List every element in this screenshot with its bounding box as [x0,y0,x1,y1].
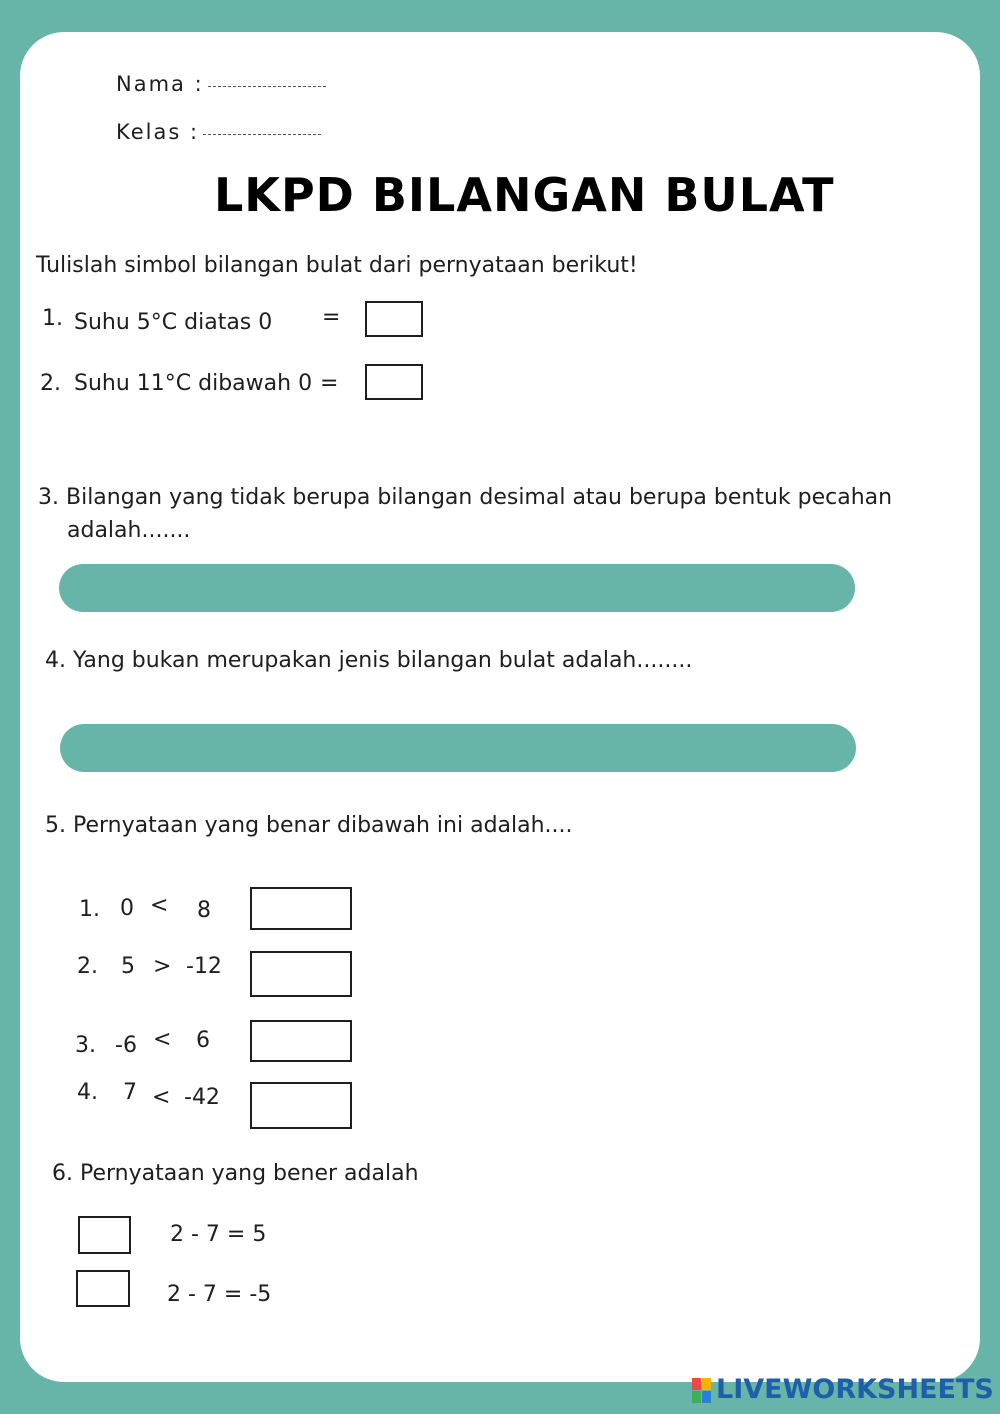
q1-answer-box[interactable] [365,301,423,337]
q2-equals: = [320,371,339,396]
q1-text: Suhu 5°C diatas 0 [74,310,273,335]
q5-item-right: 6 [196,1028,210,1053]
q5-item-number: 2. [77,954,98,979]
q1-number: 1. [42,306,63,331]
q1-equals: = [322,305,341,330]
q4-text: 4. Yang bukan merupakan jenis bilangan bulat adalah........ [45,648,693,673]
page-title: LKPD BILANGAN BULAT [214,168,835,222]
q5-item-left: -6 [115,1033,137,1058]
q5-item-op: > [153,954,172,979]
nama-line[interactable] [208,84,326,87]
q5-item-left: 5 [121,954,135,979]
q5-item-number: 4. [77,1080,98,1105]
q5-item-op: < [152,1085,171,1110]
q4-answer-field[interactable] [60,724,856,772]
q2-answer-box[interactable] [365,364,423,400]
q5-answer-box-4[interactable] [250,1082,352,1129]
liveworksheets-logo-icon [692,1378,712,1404]
q5-text: 5. Pernyataan yang benar dibawah ini adalah.... [45,813,573,838]
q6-checkbox-2[interactable] [76,1270,130,1307]
q5-item-number: 3. [75,1033,96,1058]
q5-item-op: < [150,893,169,918]
kelas-field[interactable] [116,120,321,144]
q5-item-right: -42 [184,1085,220,1110]
q5-item-right: 8 [197,898,211,923]
q5-item-number: 1. [79,897,100,922]
q5-answer-box-2[interactable] [250,951,352,997]
q2-text: Suhu 11°C dibawah 0 [74,371,313,396]
q2-number: 2. [40,371,61,396]
q5-item-right: -12 [186,954,222,979]
q5-item-left: 0 [120,896,134,921]
q6-checkbox-1[interactable] [78,1216,131,1254]
liveworksheets-brand[interactable]: LIVEWORKSHEETS [716,1374,994,1405]
kelas-label: Kelas : [116,120,200,144]
q5-answer-box-3[interactable] [250,1020,352,1062]
q6-option-2: 2 - 7 = -5 [167,1282,272,1307]
q5-answer-box-1[interactable] [250,887,352,930]
nama-field[interactable] [116,72,326,96]
nama-label: Nama : [116,72,204,96]
q3-text-line1: 3. Bilangan yang tidak berupa bilangan desimal atau berupa bentuk pecahan [38,485,893,510]
instruction-text: Tulislah simbol bilangan bulat dari pernyataan berikut! [36,253,638,278]
q5-item-left: 7 [123,1080,137,1105]
q3-text-line2: adalah....... [67,518,191,543]
q3-answer-field[interactable] [59,564,855,612]
q6-text: 6. Pernyataan yang bener adalah [52,1161,419,1186]
kelas-line[interactable] [203,132,321,135]
q6-option-1: 2 - 7 = 5 [170,1222,267,1247]
q5-item-op: < [153,1027,172,1052]
